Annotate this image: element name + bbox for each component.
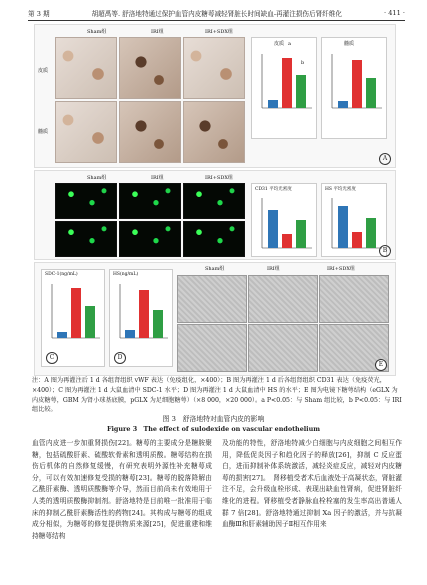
panel-letter-e: E: [375, 359, 387, 371]
micrograph-sham-medulla: [55, 101, 117, 163]
chart-hs-serum: [109, 269, 173, 367]
micrograph-iri-cortex: [119, 37, 181, 99]
bar-chart-cd31: [252, 194, 316, 254]
sig-a-cortex: a: [288, 41, 291, 47]
row-label-medulla: 髓质: [38, 129, 49, 135]
bar-chart-vwf-medulla: [322, 48, 386, 118]
panel-letter-c: C: [46, 352, 58, 364]
chart-vwf-cortex: [251, 37, 317, 139]
bar-chart-hs: [322, 194, 386, 254]
bar-chart-sdc1: [42, 280, 104, 346]
ylabel-cd31: CD31 平均光密度: [255, 187, 292, 192]
em-sham-bottom: [177, 324, 247, 372]
em-sham-top: [177, 275, 247, 323]
figure-caption: [0, 413, 427, 433]
sig-b-cortex: b: [301, 60, 305, 66]
fluor-iri-bottom: [119, 221, 181, 257]
group-label-sham-e: Sham组: [205, 266, 225, 272]
body-column-right: 及功能的特性，舒洛地特减少白细胞与内皮细胞之间相互作用，降低促炎因子和趋化因子的释放[26]，抑制 C 反应蛋白，进而抑制补体系统激活，减轻炎症反应，减轻对内皮糖萼的损害[27]。 肾移植受者术后血液处于高凝状态，肾脏灌注不足，会升级血栓形成、表现出缺血性肾病，促进肾脏纤维化的进程。肾移植受者静脉血栓栓塞的发生率高出普通人群 7 倍[28]。舒洛地特通过抑制 Xa 因子的激活，并与抗凝血酶Ⅲ和肝素辅助因子Ⅱ相互作用来: [222, 439, 402, 529]
figure-panel-a: [34, 24, 396, 168]
row-label-cortex: 皮质: [38, 68, 49, 74]
fluor-sdx-top: [183, 183, 245, 219]
group-label-iri-e: IRI组: [267, 266, 280, 272]
chart-hs: [321, 183, 387, 257]
chart-vwf-medulla: [321, 37, 387, 139]
panel-letter-d: D: [114, 352, 126, 364]
caption-en: Figure 3 The effect of sulodexide on vascular endothelium: [106, 425, 321, 433]
figure-note: 注：A 图为再灌注后 1 d 各组肾组织 vWF 表达（免疫组化，×400）；B 图为再灌注 1 d 后各组肾组织 CD31 表达（免疫荧光，×400）；C 图为再灌注 1 d 大鼠血清中 SDC-1 水平；D 图为再灌注 1 d 大鼠血清中 HS 的水平；E 图为电镜下糖萼结构（eGLX 为内皮糖萼，GBM 为肾小球基底膜，pGLX 为足细胞糖萼）（×8 000，×20 000）。a P<0.05：与 Sham 组比较，b P<0.05：与 IRI 组比较。: [32, 377, 402, 414]
group-label-iri-b: IRI组: [151, 175, 164, 181]
running-title: 胡超禹等. 舒洛地特通过保护血管内皮糖萼减轻肾脏长时间缺血-再灌注损伤后肾纤维化: [91, 10, 342, 18]
fluor-iri-top: [119, 183, 181, 219]
body-column-left: 血管内皮进一步加重肾损伤[22]。糖萼的主要成分是糖胺聚糖，包括硫酸肝素、硫酸软骨素和透明质酸。糖萼结构在损伤后机体的自然修复缓慢，有研究表明外源性补充糖萼成分，可以有效加速修复受损的糖萼[23]。糖萼的脱落降解由乙酰肝素酶、透明质酸酶等介导，然而目前尚未有效地用于人类的透明质酸酶抑制剂。舒洛地特是目前唯一批准用于临床的抑制乙酰肝素酶活性的药物[24]。其构成与糖萼的组成成分相似，为糖萼的修复提供物质来源[25]，促进重建和维持糖萼结构: [32, 439, 212, 540]
group-label-iri-sdx: IRI+SDX组: [205, 29, 233, 35]
chart-sdc1: [41, 269, 105, 367]
ylabel-hs-serum: HS(ng/mL): [113, 272, 139, 277]
caption-zh: 图 3 舒洛地特对血管内皮的影响: [162, 415, 265, 423]
figure-panel-cde: [34, 262, 396, 376]
em-sdx-top: [319, 275, 389, 323]
group-label-iri-sdx-b: IRI+SDX组: [205, 175, 233, 181]
micrograph-iri-medulla: [119, 101, 181, 163]
panel-letter-b: B: [379, 245, 391, 257]
chart-title-medulla: 髓质: [344, 41, 355, 47]
page-number: · 411 ·: [384, 9, 405, 17]
group-label-sham-b: Sham组: [87, 175, 107, 181]
chart-title-cortex: 皮质: [274, 41, 285, 47]
em-iri-top: [248, 275, 318, 323]
group-label-iri-sdx-e: IRI+SDX组: [327, 266, 355, 272]
fluor-sdx-bottom: [183, 221, 245, 257]
micrograph-sdx-medulla: [183, 101, 245, 163]
bar-chart-hs-serum: [110, 280, 172, 346]
chart-cd31: [251, 183, 317, 257]
fluor-sham-bottom: [55, 221, 117, 257]
em-iri-bottom: [248, 324, 318, 372]
panel-letter-a: A: [379, 153, 391, 165]
issue-number: 第 3 期: [28, 10, 50, 18]
fluor-sham-top: [55, 183, 117, 219]
ylabel-hs: HS 平均光密度: [325, 187, 356, 192]
micrograph-sdx-cortex: [183, 37, 245, 99]
micrograph-sham-cortex: [55, 37, 117, 99]
bar-chart-vwf-cortex: [252, 48, 316, 118]
body-columns: [32, 438, 402, 582]
group-label-iri: IRI组: [151, 29, 164, 35]
figure-panel-b: [34, 170, 396, 260]
running-header: [28, 6, 405, 21]
ylabel-sdc1: SDC-1(ng/mL): [45, 272, 78, 277]
group-label-sham: Sham组: [87, 29, 107, 35]
